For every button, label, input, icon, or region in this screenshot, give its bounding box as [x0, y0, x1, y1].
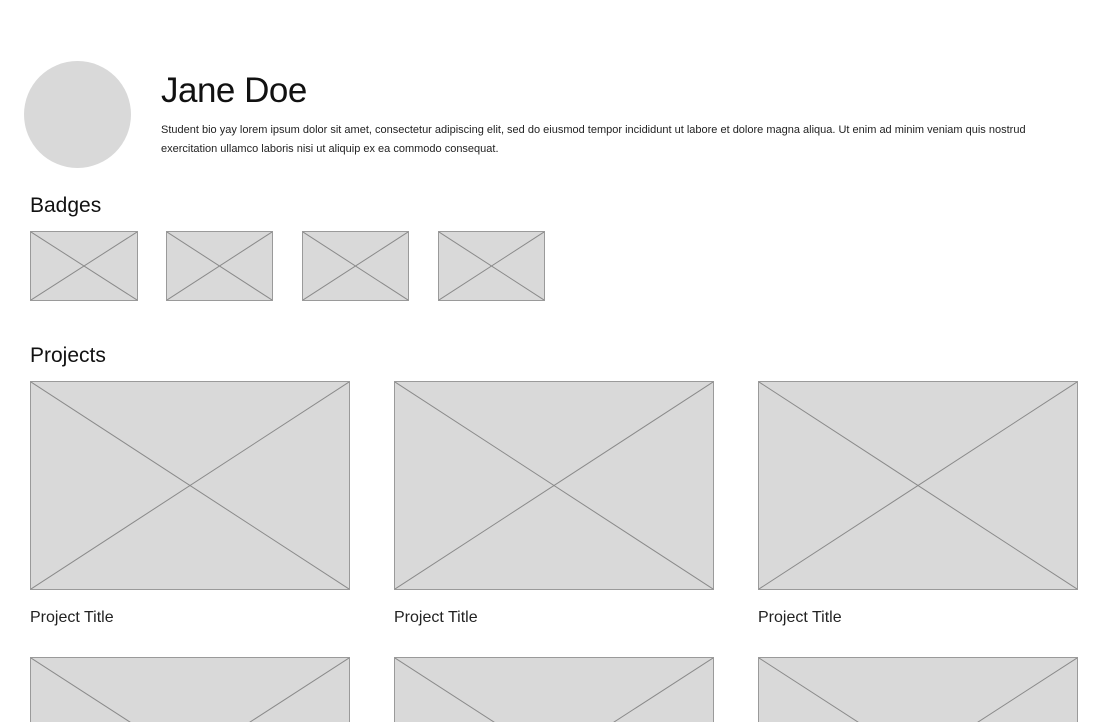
image-placeholder-icon [395, 382, 713, 589]
badge-image-placeholder[interactable] [30, 231, 138, 301]
image-placeholder-icon [167, 232, 272, 300]
badge-image-placeholder[interactable] [302, 231, 409, 301]
project-image-placeholder[interactable] [758, 657, 1078, 722]
project-image-placeholder[interactable] [394, 657, 714, 722]
badge-image-placeholder[interactable] [438, 231, 545, 301]
profile-name: Jane Doe [161, 71, 307, 110]
image-placeholder-icon [31, 232, 137, 300]
image-placeholder-icon [759, 382, 1077, 589]
image-placeholder-icon [31, 658, 349, 722]
image-placeholder-icon [439, 232, 544, 300]
image-placeholder-icon [759, 658, 1077, 722]
projects-heading: Projects [30, 344, 106, 367]
project-title[interactable]: Project Title [394, 609, 478, 626]
profile-bio: Student bio yay lorem ipsum dolor sit amet, consectetur adipiscing elit, sed do eiusmod tempor incididunt ut labore et dolore magna aliqua. Ut enim ad minim veniam quis nostrud exercitation ullamco laboris nisi ut aliquip ex ea commodo consequat. [161, 124, 1026, 155]
project-image-placeholder[interactable] [758, 381, 1078, 590]
project-image-placeholder[interactable] [394, 381, 714, 590]
project-title[interactable]: Project Title [30, 609, 114, 626]
project-image-placeholder[interactable] [30, 381, 350, 590]
project-title[interactable]: Project Title [758, 609, 842, 626]
avatar [24, 61, 131, 168]
badges-heading: Badges [30, 194, 102, 217]
project-image-placeholder[interactable] [30, 657, 350, 722]
badge-image-placeholder[interactable] [166, 231, 273, 301]
image-placeholder-icon [303, 232, 408, 300]
image-placeholder-icon [395, 658, 713, 722]
image-placeholder-icon [31, 382, 349, 589]
